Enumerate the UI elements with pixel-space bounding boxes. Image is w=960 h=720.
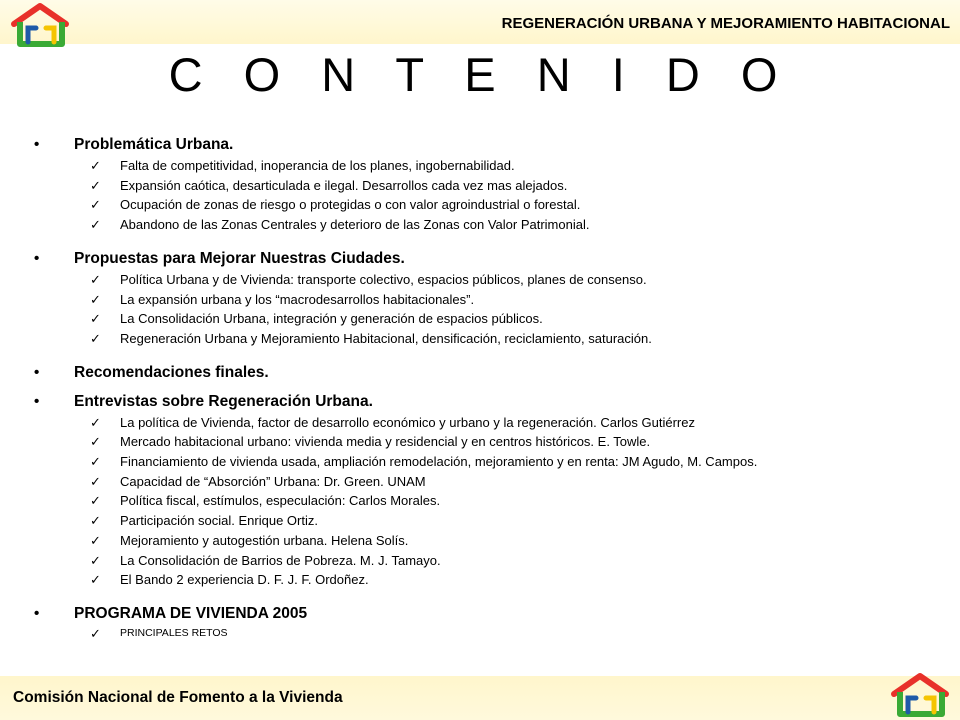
list-item: ✓ Política Urbana y de Vivienda: transporte colectivo, espacios públicos, planes de consenso. bbox=[34, 270, 934, 290]
footer-organization: Comisión Nacional de Fomento a la Vivienda bbox=[13, 689, 343, 706]
list-item: ✓ PRINCIPALES RETOS bbox=[90, 625, 228, 641]
bullet-icon: • bbox=[34, 249, 40, 267]
section-heading: • Recomendaciones finales. bbox=[34, 363, 269, 381]
checkmark-icon: ✓ bbox=[90, 197, 101, 213]
list-item: ✓ Participación social. Enrique Ortiz. bbox=[34, 511, 934, 531]
checkmark-icon: ✓ bbox=[90, 330, 101, 346]
list-item: ✓ El Bando 2 experiencia D. F. J. F. Ordoñez. bbox=[34, 570, 934, 590]
checkmark-icon: ✓ bbox=[90, 493, 101, 509]
checkmark-icon: ✓ bbox=[90, 414, 101, 430]
contents-list bbox=[34, 135, 934, 656]
checkmark-icon: ✓ bbox=[90, 291, 101, 307]
section-entrevistas bbox=[34, 392, 934, 590]
bullet-icon: • bbox=[34, 363, 40, 381]
section-heading: • Propuestas para Mejorar Nuestras Ciudades. bbox=[34, 249, 405, 267]
checkmark-icon: ✓ bbox=[90, 454, 101, 470]
checkmark-icon: ✓ bbox=[90, 217, 101, 233]
section-propuestas bbox=[34, 249, 934, 349]
list-item: ✓ La Consolidación de Barrios de Pobreza. M. J. Tamayo. bbox=[34, 551, 934, 571]
house-logo-icon bbox=[894, 676, 946, 714]
bullet-icon: • bbox=[34, 392, 40, 410]
checkmark-icon: ✓ bbox=[90, 177, 101, 193]
section-recomendaciones bbox=[34, 363, 934, 383]
list-item: ✓ La política de Vivienda, factor de desarrollo económico y urbano y la regeneración. Carlos Gutiérrez bbox=[34, 413, 934, 433]
conafovi-logo-bottom bbox=[886, 672, 954, 720]
bullet-icon: • bbox=[34, 136, 40, 153]
checkmark-icon: ✓ bbox=[90, 434, 101, 450]
checkmark-icon: ✓ bbox=[90, 513, 101, 529]
list-item: ✓ Falta de competitividad, inoperancia de los planes, ingobernabilidad. bbox=[34, 156, 934, 176]
checkmark-icon: ✓ bbox=[90, 271, 101, 287]
list-item: ✓ Capacidad de “Absorción” Urbana: Dr. Green. UNAM bbox=[34, 472, 934, 492]
checkmark-icon: ✓ bbox=[90, 625, 101, 641]
page-title: C O N T E N I D O bbox=[168, 48, 792, 101]
checkmark-icon: ✓ bbox=[90, 572, 101, 588]
list-item: ✓ Mercado habitacional urbano: vivienda media y residencial y en centros históricos. E. Towle. bbox=[34, 432, 934, 452]
section-problematica bbox=[34, 135, 934, 235]
list-item: ✓ Abandono de las Zonas Centrales y deterioro de las Zonas con Valor Patrimonial. bbox=[34, 215, 934, 235]
bullet-icon: • bbox=[34, 604, 40, 622]
header-subtitle: REGENERACIÓN URBANA Y MEJORAMIENTO HABITACIONAL bbox=[501, 15, 950, 32]
checkmark-icon: ✓ bbox=[90, 473, 101, 489]
house-logo-icon bbox=[14, 6, 66, 44]
checkmark-icon: ✓ bbox=[90, 158, 101, 173]
list-item: ✓ La expansión urbana y los “macrodesarrollos habitacionales”. bbox=[34, 290, 934, 310]
list-item: ✓ Financiamiento de vivienda usada, ampliación remodelación, mejoramiento y en renta: JM Agudo, M. Campos. bbox=[34, 452, 934, 472]
list-item: ✓ La Consolidación Urbana, integración y generación de espacios públicos. bbox=[34, 309, 934, 329]
list-item: ✓ Expansión caótica, desarticulada e ilegal. Desarrollos cada vez mas alejados. bbox=[34, 176, 934, 196]
checkmark-icon: ✓ bbox=[90, 552, 101, 568]
checkmark-icon: ✓ bbox=[90, 532, 101, 548]
list-item: ✓ Regeneración Urbana y Mejoramiento Habitacional, densificación, reciclamiento, saturación. bbox=[34, 329, 934, 349]
checkmark-icon: ✓ bbox=[90, 311, 101, 327]
list-item: ✓ Ocupación de zonas de riesgo o protegidas o con valor agroindustrial o forestal. bbox=[34, 195, 934, 215]
list-item: ✓ Política fiscal, estímulos, especulación: Carlos Morales. bbox=[34, 491, 934, 511]
section-heading: • Problemática Urbana. bbox=[34, 136, 234, 153]
section-heading: • PROGRAMA DE VIVIENDA 2005 bbox=[34, 604, 308, 622]
section-heading: • Entrevistas sobre Regeneración Urbana. bbox=[34, 392, 373, 410]
section-programa bbox=[34, 604, 934, 642]
conafovi-logo-top bbox=[6, 2, 74, 50]
list-item: ✓ Mejoramiento y autogestión urbana. Helena Solís. bbox=[34, 531, 934, 551]
